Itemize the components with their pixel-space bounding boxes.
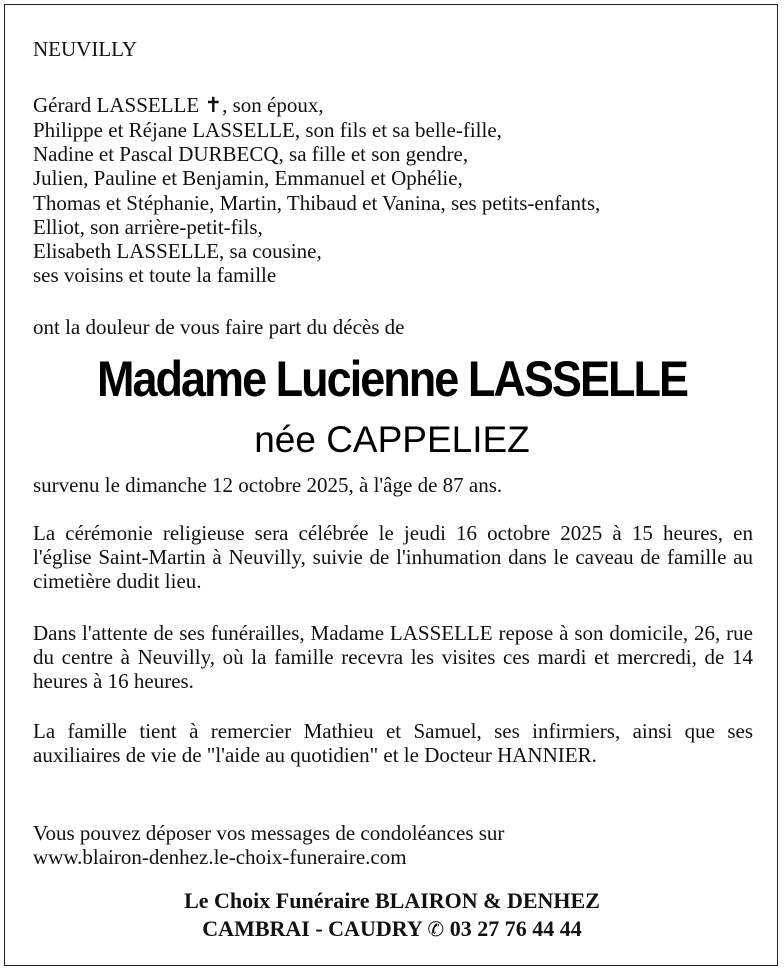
family-line: Nadine et Pascal DURBECQ, sa fille et son gendre,: [33, 142, 469, 166]
condolences-text: Vous pouvez déposer vos messages de condoléances sur: [33, 821, 505, 845]
death-info: survenu le dimanche 12 octobre 2025, à l'âge de 87 ans.: [33, 473, 503, 497]
family-line: Elisabeth LASSELLE, sa cousine,: [33, 239, 322, 263]
family-line: Julien, Pauline et Benjamin, Emmanuel et Ophélie,: [33, 166, 463, 190]
town-name: NEUVILLY: [33, 37, 138, 61]
funeral-home-contact: [5, 915, 779, 943]
family-line: Philippe et Réjane LASSELLE, son fils et sa belle-fille,: [33, 118, 502, 142]
ceremony-paragraph: La cérémonie religieuse sera célébrée le jeudi 16 octobre 2025 à 15 heures, en l'église Saint-Martin à Neuvilly, suivie de l'inhumation dans le caveau de famille au cimetière dudit lieu.: [33, 521, 753, 594]
family-line-spouse: [33, 93, 324, 117]
funeral-home-name: Le Choix Funéraire BLAIRON & DENHEZ: [184, 888, 600, 913]
thanks-paragraph: La famille tient à remercier Mathieu et Samuel, ses infirmiers, ainsi que ses auxiliaires de vie de "l'aide au quotidien" et le Docteur HANNIER.: [33, 719, 753, 768]
phone-icon: ✆: [427, 917, 445, 941]
cross-icon: ✝: [204, 93, 223, 117]
visits-paragraph: Dans l'attente de ses funérailles, Madame LASSELLE repose à son domicile, 26, rue du centre à Neuvilly, où la famille recevra les visites ces mardi et mercredi, de 14 heures à 16 heures.: [33, 621, 753, 694]
family-line: Elliot, son arrière-petit-fils,: [33, 215, 263, 239]
family-line: ses voisins et toute la famille: [33, 263, 277, 287]
announcement-text: ont la douleur de vous faire part du décès de: [33, 315, 405, 339]
family-line: Thomas et Stéphanie, Martin, Thibaud et Vanina, ses petits-enfants,: [33, 191, 601, 215]
funeral-home-phone: 03 27 76 44 44: [449, 916, 582, 941]
maiden-name: née CAPPELIEZ: [254, 419, 530, 460]
condolences-url: www.blairon-denhez.le-choix-funeraire.com: [33, 845, 407, 869]
deceased-name: Madame Lucienne LASSELLE: [96, 351, 688, 407]
funeral-home-location: CAMBRAI - CAUDRY: [202, 916, 422, 941]
spouse-relation: , son époux,: [222, 93, 324, 117]
spouse-name: Gérard LASSELLE: [33, 93, 200, 117]
obituary-notice: [4, 4, 778, 966]
